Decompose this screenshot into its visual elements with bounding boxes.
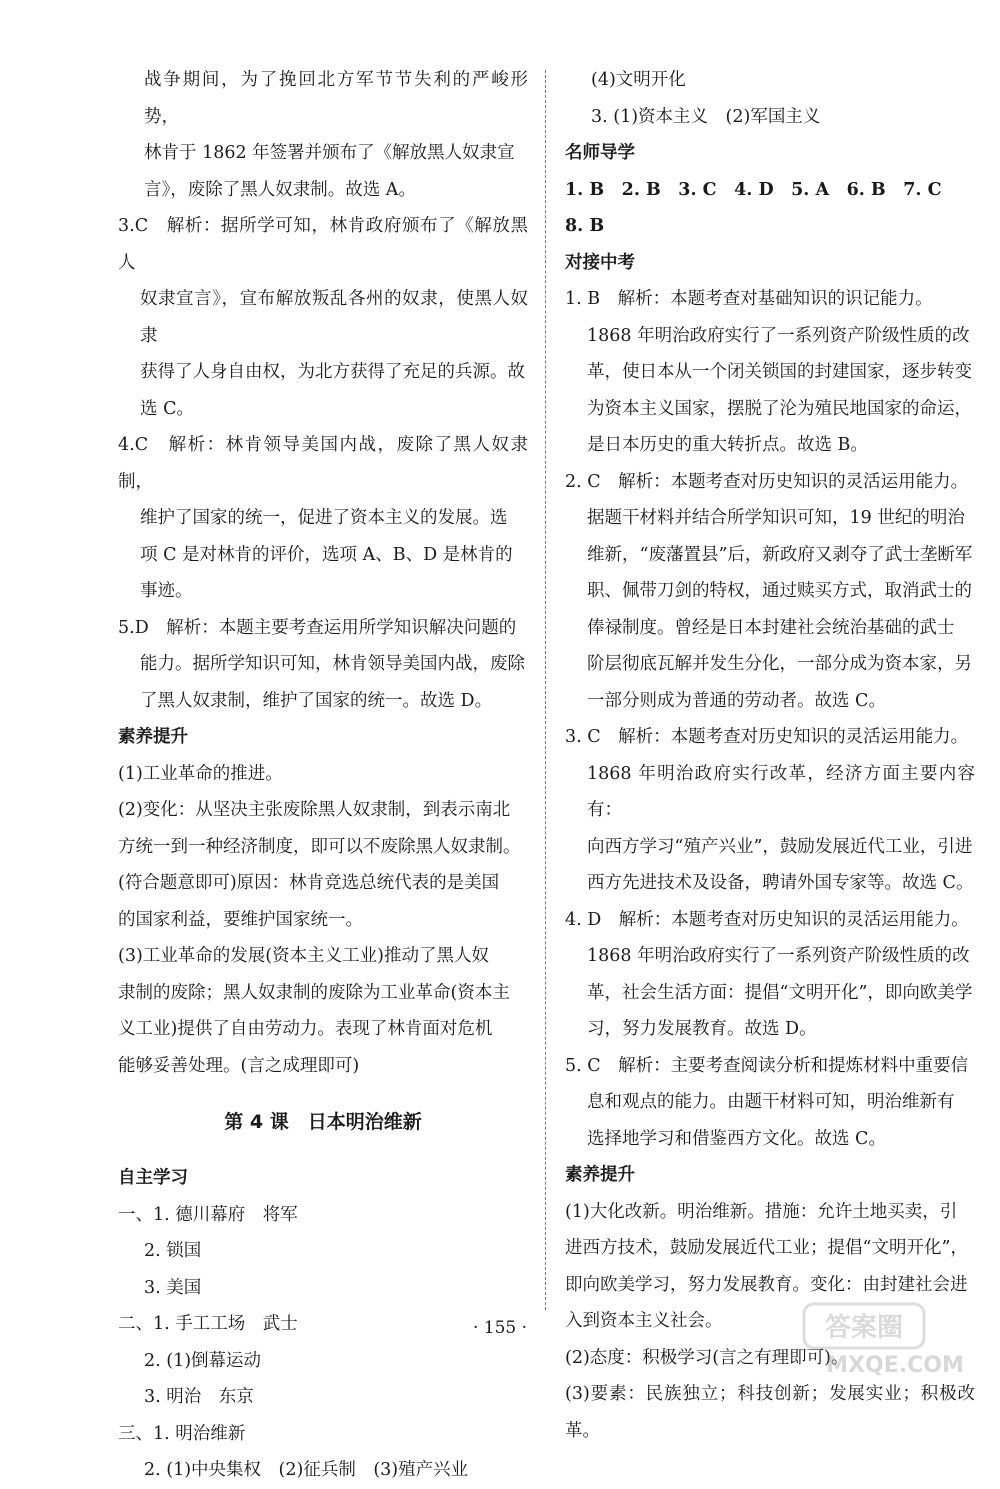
text-line: 奴隶宣言》，宣布解放叛乱各州的奴隶，使黑人奴隶 (140, 289, 528, 346)
section-heading: 素养提升 (118, 727, 188, 747)
paragraph (565, 99, 975, 136)
paragraph (118, 1197, 528, 1234)
paragraph (565, 464, 975, 720)
text-line: 1868 年明治政府实行了一系列资产阶级性质的改 (587, 946, 970, 966)
section-heading: 自主学习 (118, 1168, 188, 1188)
text-line: 项 C 是对林肯的评价，选项 A、B、D 是林肯的 (140, 544, 513, 565)
paragraph (118, 62, 528, 208)
text-line: 2. (1)中央集权 (2)征兵制 (3)殖产兴业 (144, 1460, 469, 1480)
paragraph (565, 1048, 975, 1158)
paragraph (565, 1376, 975, 1449)
text-line: 3. 美国 (144, 1277, 202, 1298)
text-line: 选择地学习和借鉴西方文化。故选 C。 (587, 1128, 886, 1149)
text-line: (4)文明开化 (591, 70, 686, 90)
text-line: 林肯于 1862 年签署并颁布了《解放黑人奴隶宣 (144, 143, 515, 163)
text-line: 获得了人身自由权，为北方获得了充足的兵源。故 (140, 362, 525, 382)
page-number: · 155 · (472, 1318, 528, 1338)
text-line: 方统一到一种经济制度，即可以不废除黑人奴隶制。 (118, 836, 521, 857)
right-column (565, 62, 975, 1449)
text-line: 5. C 解析：主要考查阅读分析和提炼材料中重要信 (565, 1055, 969, 1076)
text-line: 战争期间，为了挽回北方军节节失利的严峻形势， (144, 70, 528, 127)
paragraph (118, 792, 528, 938)
text-line: (1)工业革命的推进。 (118, 763, 283, 784)
text-line: 西方先进技术及设备，聘请外国专家等。故选 C。 (587, 873, 974, 893)
paragraph (118, 1416, 528, 1453)
text-line: (1)大化改新。明治维新。措施：允许土地买卖，引 (565, 1201, 958, 1222)
text-line: 3. (1)资本主义 (2)军国主义 (591, 106, 821, 127)
text-line: 进西方技术，鼓励发展近代工业；提倡“文明开化”， (565, 1238, 968, 1258)
paragraph (118, 1270, 528, 1307)
paragraph (118, 1343, 528, 1380)
text-line: 了黑人奴隶制，维护了国家的统一。故选 D。 (140, 690, 493, 711)
section-heading: 素养提升 (565, 1165, 635, 1185)
text-line: 据题干材料并结合所学知识可知，19 世纪的明治 (587, 508, 965, 528)
lesson-title: 第 4 课 日本明治维新 (224, 1111, 422, 1133)
text-line: 1868 年明治政府实行了一系列资产阶级性质的改 (587, 325, 970, 346)
text-line: 一部分则成为普通的劳动者。故选 C。 (587, 690, 886, 711)
text-line: 维新，“废藩置县”后，新政府又剥夺了武士垄断军 (587, 544, 973, 565)
paragraph (118, 1233, 528, 1270)
watermark-bottom-text: MXQE.COM (826, 1353, 964, 1378)
text-line: 为资本主义国家，摆脱了沦为殖民地国家的命运， (587, 398, 972, 419)
paragraph (118, 756, 528, 793)
text-line: (2)态度：积极学习(言之有理即可)。 (565, 1347, 849, 1368)
text-line: 三、1. 明治维新 (118, 1423, 246, 1444)
text-line: 4.C 解析：林肯领导美国内战，废除了黑人奴隶制， (118, 435, 528, 492)
text-line: 1868 年明治政府实行改革，经济方面主要内容有： (587, 763, 975, 820)
paragraph (118, 1379, 528, 1416)
text-line: 2. (1)倒幕运动 (144, 1350, 262, 1371)
text-line: 4. D 解析：本题考查对历史知识的灵活运用能力。 (565, 909, 969, 930)
text-line: 事迹。 (140, 581, 193, 601)
paragraph (118, 427, 528, 610)
paragraph (118, 208, 528, 427)
text-line: 选 C。 (140, 398, 194, 419)
paragraph (118, 1452, 528, 1489)
text-line: 习，努力发展教育。故选 D。 (587, 1019, 817, 1039)
text-line: 5.D 解析：本题主要考查运用所学知识解决问题的 (118, 617, 517, 638)
text-line: 是日本历史的重大转折点。故选 B。 (587, 435, 868, 455)
text-line: 能够妥善处理。(言之成理即可) (118, 1055, 360, 1076)
text-line: 俸禄制度。曾经是日本封建社会统治基础的武士 (587, 617, 955, 638)
text-line: 隶制的废除；黑人奴隶制的废除为工业革命(资本主 (118, 982, 510, 1003)
paragraph (118, 610, 528, 720)
paragraph (565, 281, 975, 464)
text-line: 1. B 解析：本题考查对基础知识的识记能力。 (565, 289, 933, 309)
column-divider (545, 70, 546, 1310)
paragraph (118, 938, 528, 1084)
text-line: 义工业)提供了自由劳动力。表现了林肯面对危机 (118, 1019, 493, 1039)
text-line: 二、1. 手工工场 武士 (118, 1314, 298, 1334)
text-line: 能力。据所学知识可知，林肯领导美国内战，废除 (140, 654, 525, 674)
text-line: 息和观点的能力。由题干材料可知，明治维新有 (587, 1092, 955, 1112)
text-line: 向西方学习“殖产兴业”，鼓励发展近代工业，引进 (587, 836, 973, 857)
text-line: 阶层彻底瓦解并发生分化，一部分成为资本家，另 (587, 654, 972, 674)
paragraph (565, 62, 975, 99)
watermark-graphic (800, 1300, 990, 1380)
text-line: (3)要素：民族独立；科技创新；发展实业；积极改革。 (565, 1384, 975, 1441)
watermark-logo (800, 1300, 990, 1380)
text-line: 3.C 解析：据所学可知，林肯政府颁布了《解放黑人 (118, 216, 528, 273)
paragraph (565, 719, 975, 902)
watermark-top-text: 答案圈 (824, 1313, 904, 1343)
text-line: 即向欧美学习，努力发展教育。变化：由封建社会进 (565, 1274, 968, 1295)
text-line: 革，社会生活方面：提倡“文明开化”，即向欧美学 (587, 982, 973, 1003)
answer-key: 1. B 2. B 3. C 4. D 5. A 6. B 7. C 8. B (565, 179, 960, 236)
text-line: 2. 锁国 (144, 1241, 202, 1261)
section-heading: 名师导学 (565, 143, 635, 163)
section-heading: 对接中考 (565, 252, 635, 273)
paragraph (565, 902, 975, 1048)
text-line: 的国家利益，要维护国家统一。 (118, 909, 363, 930)
text-line: 入到资本主义社会。 (565, 1311, 723, 1331)
left-column (118, 62, 528, 1489)
text-line: 一、1. 德川幕府 将军 (118, 1204, 298, 1225)
text-line: (2)变化：从坚决主张废除黑人奴隶制，到表示南北 (118, 800, 511, 820)
text-line: 革，使日本从一个闭关锁国的封建国家，逐步转变 (587, 362, 972, 382)
text-line: 维护了国家的统一，促进了资本主义的发展。选 (140, 508, 508, 528)
text-line: 2. C 解析：本题考查对历史知识的灵活运用能力。 (565, 471, 969, 492)
text-line: (符合题意即可)原因：林肯竞选总统代表的是美国 (118, 873, 500, 893)
text-line: 言》，废除了黑人奴隶制。故选 A。 (144, 179, 416, 200)
text-line: 3. C 解析：本题考查对历史知识的灵活运用能力。 (565, 727, 969, 747)
text-line: (3)工业革命的发展(资本主义工业)推动了黑人奴 (118, 946, 489, 966)
text-line: 职、佩带刀剑的特权，通过赎买方式，取消武士的 (587, 581, 972, 601)
text-line: 3. 明治 东京 (144, 1387, 254, 1407)
